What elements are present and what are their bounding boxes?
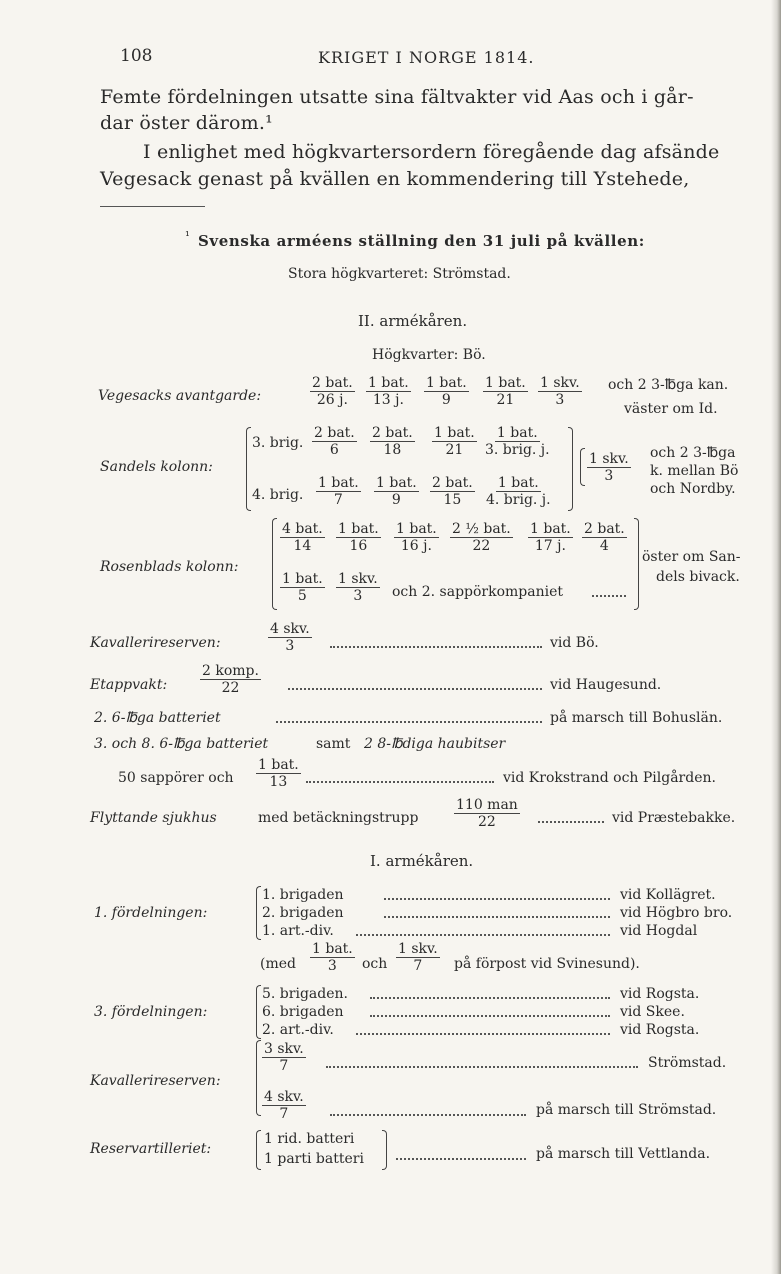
sapp-frac: 1 bat. 13 (258, 757, 299, 790)
kav2-leader (330, 646, 542, 648)
batt38-b: samt (316, 736, 351, 752)
rosenblad-r1-frac-1: 4 bat. 14 (282, 521, 323, 554)
sapp-leader (306, 781, 494, 783)
sandels-r1-frac-2: 2 bat. 18 (372, 425, 413, 458)
rosenblad-r1-frac-4: 2 ½ bat. 22 (452, 521, 511, 554)
reserv-right-brace (382, 1130, 387, 1170)
vegesack-label: Vegesacks avantgarde: (98, 388, 262, 404)
vegesack-frac-2: 1 bat. 13 j. (368, 375, 409, 408)
kav2-frac: 4 skv. 3 (270, 621, 310, 654)
f1-row3-unit: 1. art.-div. (262, 923, 334, 939)
sandels-skv-brace (580, 448, 585, 486)
sjukhus-loc: vid Præstebakke. (612, 810, 736, 826)
sapp-pre: 50 sappörer och (118, 770, 234, 786)
batt2-leader (276, 721, 542, 723)
sandels-r2-frac-1: 1 bat. 7 (318, 475, 359, 508)
f1-row2-unit: 2. brigaden (262, 905, 344, 921)
corps1-title: I. armékåren. (370, 852, 474, 870)
f1-label: 1. fördelningen: (94, 905, 208, 921)
reserv-loc: på marsch till Vettlanda. (536, 1146, 711, 1162)
reserv-left-brace (256, 1130, 261, 1170)
f3-brace (256, 985, 261, 1039)
body-line-3: I enlighet med högkvartersordern föregående dag afsände (143, 141, 720, 163)
body-line-4: Vegesack genast på kvällen en kommendering till Ystehede, (100, 168, 690, 190)
f3-row2-unit: 6. brigaden (262, 1004, 344, 1020)
f1-row2-loc: vid Högbro bro. (620, 905, 733, 921)
kav1-loc-1: Strömstad. (648, 1055, 727, 1071)
f3-row3-loc: vid Rogsta. (620, 1022, 700, 1038)
rosenblad-r2-tail: och 2. sappörkompaniet (392, 584, 564, 600)
kav2-loc: vid Bö. (550, 635, 599, 651)
f3-row2-leader (370, 1015, 610, 1017)
vegesack-frac-5: 1 skv. 3 (540, 375, 580, 408)
f3-row1-loc: vid Rogsta. (620, 986, 700, 1002)
f3-row2-loc: vid Skee. (620, 1004, 685, 1020)
sandels-left-brace (246, 427, 251, 511)
sapp-loc: vid Krokstrand och Pilgården. (503, 770, 716, 786)
page-edge-shadow (771, 0, 781, 1274)
sandels-r1-frac-3: 1 bat. 21 (434, 425, 475, 458)
corps2-title: II. armékåren. (358, 312, 468, 330)
kav1-frac-2: 4 skv. 7 (264, 1089, 304, 1122)
f3-row3-leader (356, 1033, 610, 1035)
f1-brace (256, 886, 261, 940)
etapp-loc: vid Haugesund. (550, 677, 662, 693)
f1-row1-unit: 1. brigaden (262, 887, 344, 903)
sandels-note-c: och Nordby. (650, 481, 736, 497)
f1-forpost-frac-1: 1 bat. 3 (312, 941, 353, 974)
page-number: 108 (120, 46, 153, 66)
corps2-hq: Högkvarter: Bö. (372, 347, 486, 363)
sandels-r2-frac-3: 2 bat. 15 (432, 475, 473, 508)
footnote-title: Svenska arméens ställning den 31 juli på kvällen: (198, 232, 645, 250)
sandels-r1-frac-1: 2 bat. 6 (314, 425, 355, 458)
f1-forpost-pre: (med (260, 956, 296, 972)
vegesack-frac-1: 2 bat. 26 j. (312, 375, 353, 408)
f3-label: 3. fördelningen: (94, 1004, 208, 1020)
sjukhus-b: med betäckningstrupp (258, 810, 419, 826)
rosenblad-r2-frac-1: 1 bat. 5 (282, 571, 323, 604)
batt38-a: 3. och 8. 6-℔ga batteriet (94, 736, 269, 752)
f3-row3-unit: 2. art.-div. (262, 1022, 334, 1038)
rosenblad-r1-frac-3: 1 bat. 16 j. (396, 521, 437, 554)
f1-row2-leader (384, 916, 610, 918)
sandels-note-b: k. mellan Bö (650, 463, 739, 479)
kav1-loc-2: på marsch till Strömstad. (536, 1102, 717, 1118)
reserv-leader (396, 1158, 526, 1160)
f1-row3-loc: vid Hogdal (620, 923, 698, 939)
vegesack-note-b: väster om Id. (624, 401, 718, 417)
vegesack-note-a: och 2 3-℔ga kan. (608, 377, 729, 393)
sandels-brig4: 4. brig. (252, 487, 304, 503)
sjukhus-frac: 110 man 22 (456, 797, 518, 830)
kav1-leader-1 (326, 1066, 638, 1068)
kav1-brace (256, 1040, 261, 1116)
rosenblad-r1-frac-6: 2 bat. 4 (584, 521, 625, 554)
f1-forpost-och: och (362, 956, 388, 972)
rosenblad-label: Rosenblads kolonn: (100, 559, 239, 575)
f1-row3-leader (356, 934, 610, 936)
etapp-label: Etappvakt: (90, 677, 168, 693)
vegesack-frac-4: 1 bat. 21 (485, 375, 526, 408)
reserv-label: Reservartilleriet: (90, 1141, 212, 1157)
f3-row1-unit: 5. brigaden. (262, 986, 348, 1002)
kav1-frac-1: 3 skv. 7 (264, 1041, 304, 1074)
f1-row1-loc: vid Kollägret. (620, 887, 716, 903)
sandels-right-brace (568, 427, 573, 511)
etapp-leader (288, 688, 542, 690)
batt38-c: 2 8-℔diga haubitser (364, 736, 506, 752)
sandels-note-a: och 2 3-℔ga (650, 445, 736, 461)
footnote-hq: Stora högkvarteret: Strömstad. (288, 266, 511, 282)
sandels-r2-frac-2: 1 bat. 9 (376, 475, 417, 508)
body-line-2: dar öster därom.¹ (100, 112, 273, 134)
running-title: KRIGET I NORGE 1814. (318, 48, 535, 67)
f1-forpost-frac-2: 1 skv. 7 (398, 941, 438, 974)
rosenblad-right-brace (634, 518, 639, 610)
f1-forpost-post: på förpost vid Svinesund). (454, 956, 640, 972)
sjukhus-leader (538, 821, 604, 823)
rosenblad-r1-frac-5: 1 bat. 17 j. (530, 521, 571, 554)
reserv-b: 1 parti batteri (264, 1151, 364, 1167)
etapp-frac: 2 komp. 22 (202, 663, 259, 696)
f1-row1-leader (384, 898, 610, 900)
vegesack-frac-3: 1 bat. 9 (426, 375, 467, 408)
sandels-label: Sandels kolonn: (100, 459, 213, 475)
footnote-marker: ¹ (185, 229, 190, 243)
rosenblad-r1-frac-2: 1 bat. 16 (338, 521, 379, 554)
sandels-r2-frac-4: 1 bat. 4. brig. j. (486, 475, 551, 508)
rosenblad-note-b: dels bivack. (656, 569, 740, 585)
footnote-rule (100, 206, 205, 207)
sandels-brig3: 3. brig. (252, 435, 304, 451)
batt2-loc: på marsch till Bohuslän. (550, 710, 723, 726)
rosenblad-note-a: öster om San- (642, 549, 741, 565)
sandels-skv-frac: 1 skv. 3 (589, 451, 629, 484)
f3-row1-leader (370, 997, 610, 999)
body-line-1: Femte fördelningen utsatte sina fältvakter vid Aas och i går- (100, 86, 694, 108)
rosenblad-r2-frac-2: 1 skv. 3 (338, 571, 378, 604)
rosenblad-left-brace (272, 518, 277, 610)
kav1-label: Kavallerireserven: (90, 1073, 221, 1089)
sandels-r1-frac-4: 1 bat. 3. brig. j. (485, 425, 550, 458)
reserv-a: 1 rid. batteri (264, 1131, 355, 1147)
rosenblad-leader (592, 595, 626, 597)
kav2-label: Kavallerireserven: (90, 635, 221, 651)
kav1-leader-2 (330, 1114, 526, 1116)
batt2-label: 2. 6-℔ga batteriet (94, 710, 221, 726)
sjukhus-a: Flyttande sjukhus (90, 810, 217, 826)
